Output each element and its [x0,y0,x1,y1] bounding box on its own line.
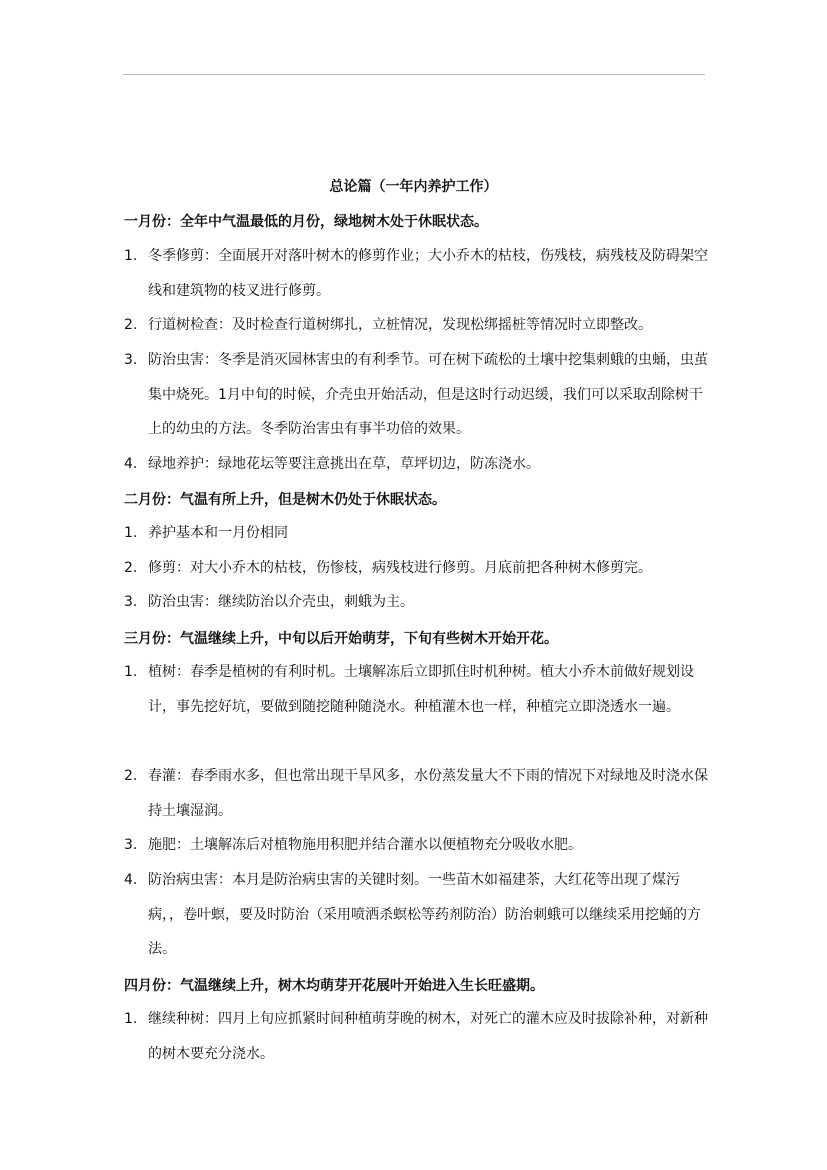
item-number: 1. [124,525,138,541]
list-item [124,1002,714,1071]
item-text: 防治病虫害：本月是防治病虫害的关键时刻。一些苗木如福建茶，大红花等出现了煤污病，，卷叶螟，要及时防治（采用喷洒杀螟松等药剂防治）防治刺蛾可以继续采用挖蛹的方法。 [148,872,701,957]
section-heading-february: 二月份：气温有所上升，但是树木仍处于休眠状态。 [124,492,446,508]
list-item [124,308,714,343]
item-text: 行道树检查：及时检查行道树绑扎，立桩情况，发现松绑摇桩等情况时立即整改。 [148,317,652,333]
item-text: 修剪：对大小乔木的枯枝，伤惨枝，病残枝进行修剪。月底前把各种树木修剪完。 [148,560,652,576]
item-number: 1. [124,1011,138,1027]
item-text: 冬季修剪：全面展开对落叶树木的修剪作业；大小乔木的枯枝，伤残枝，病残枝及防碍架空线和建筑物的枝叉进行修剪。 [148,248,708,299]
item-number: 4. [124,872,138,888]
item-text: 春灌：春季雨水多，但也常出现干旱风多，水份蒸发量大不下雨的情况下对绿地及时浇水保持土壤湿润。 [148,768,708,819]
item-text: 防治虫害：冬季是消灭园林害虫的有利季节。可在树下疏松的土壤中挖集刺蛾的虫蛹，虫茧集中烧死。1月中旬的时候，介壳虫开始活动，但是这时行动迟缓，我们可以采取刮除树干上的幼虫的方法。冬季防治害虫有事半功倍的效果。 [148,352,708,437]
section-heading-april: 四月份：气温继续上升，树木均萌芽开花展叶开始进入生长旺盛期。 [124,978,544,994]
item-number: 1. [124,664,138,680]
list-item [124,759,714,828]
list-item [124,655,714,724]
item-text: 植树：春季是植树的有利时机。土壤解冻后立即抓住时机种树。植大小乔木前做好规划设计，事先挖好坑，要做到随挖随种随浇水。种植灌木也一样，种植完立即浇透水一遍。 [148,664,694,715]
item-text: 继续种树：四月上旬应抓紧时间种植萌芽晚的树木，对死亡的灌木应及时拔除补种，对新种的树木要充分浇水。 [148,1011,708,1062]
item-text: 防治虫害：继续防治以介壳虫，刺蛾为主。 [148,594,414,610]
list-item [124,551,714,586]
item-number: 2. [124,560,138,576]
list-item [124,447,714,482]
section-heading-january: 一月份：全年中气温最低的月份，绿地树木处于休眠状态。 [124,214,488,230]
item-text: 施肥：土壤解冻后对植物施用积肥并结合灌水以便植物充分吸收水肥。 [148,837,582,853]
list-item [124,343,714,447]
item-number: 2. [124,317,138,333]
page-title: 总论篇（一年内养护工作） [329,179,498,195]
item-number: 3. [124,352,138,368]
item-number: 3. [124,837,138,853]
item-text: 养护基本和一月份相同 [148,525,288,541]
item-number: 3. [124,594,138,610]
list-item [124,239,714,308]
list-item [124,828,714,863]
list-item [124,516,714,551]
item-number: 1. [124,248,138,264]
list-item [124,585,714,620]
item-text: 绿地养护：绿地花坛等要注意挑出在草，草坪切边，防冻浇水。 [148,456,540,472]
item-number: 4. [124,456,138,472]
item-number: 2. [124,768,138,784]
list-item [124,863,714,967]
section-heading-march: 三月份：气温继续上升，中旬以后开始萌芽，下旬有些树木开始开花。 [124,631,558,647]
header-rule [123,74,705,75]
